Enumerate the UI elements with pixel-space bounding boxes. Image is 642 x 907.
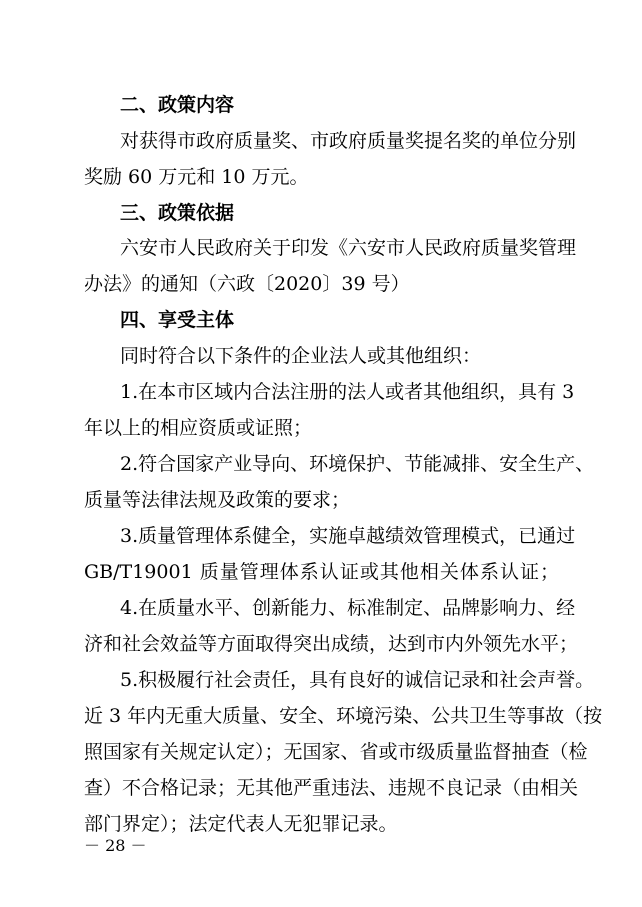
paragraph-line: 照国家有关规定认定）；无国家、省或市级质量监督抽查（检 (84, 741, 588, 763)
paragraph-line: 年以上的相应资质或证照； (84, 417, 313, 439)
paragraph-line: 办法》的通知（六政〔2020〕39 号） (84, 273, 410, 295)
paragraph-line: 2.符合国家产业导向、环境保护、节能减排、安全生产、 (120, 453, 595, 475)
paragraph-line: 3.质量管理体系健全，实施卓越绩效管理模式，已通过 (120, 525, 576, 547)
paragraph-line: 5.积极履行社会责任，具有良好的诚信记录和社会声誉。 (120, 669, 595, 691)
paragraph-line: 4.在质量水平、创新能力、标准制定、品牌影响力、经 (120, 597, 576, 619)
paragraph-line: 部门界定）；法定代表人无犯罪记录。 (84, 813, 398, 835)
paragraph-line: GB/T19001 质量管理体系认证或其他相关体系认证； (84, 561, 559, 583)
section-heading-policy-basis: 三、政策依据 (120, 202, 235, 224)
paragraph-line: 济和社会效益等方面取得突出成绩，达到市内外领先水平； (84, 633, 579, 655)
section-heading-eligible-subjects: 四、享受主体 (120, 309, 235, 331)
paragraph-line: 质量等法律法规及政策的要求； (84, 489, 351, 511)
section-heading-policy-content: 二、政策内容 (120, 94, 235, 116)
paragraph-line: 1.在本市区域内合法注册的法人或者其他组织，具有 3 (120, 381, 575, 403)
paragraph-line: 六安市人民政府关于印发《六安市人民政府质量奖管理 (120, 237, 577, 259)
paragraph-line: 查）不合格记录；无其他严重违法、违规不良记录（由相关 (84, 777, 579, 799)
paragraph-line: 奖励 60 万元和 10 万元。 (84, 166, 309, 188)
paragraph-line: 对获得市政府质量奖、市政府质量奖提名奖的单位分别 (120, 130, 577, 152)
paragraph-line: 近 3 年内无重大质量、安全、环境污染、公共卫生等事故（按 (84, 705, 603, 727)
page-number: － 28 － (84, 836, 147, 855)
paragraph-line: 同时符合以下条件的企业法人或其他组织： (120, 345, 482, 367)
